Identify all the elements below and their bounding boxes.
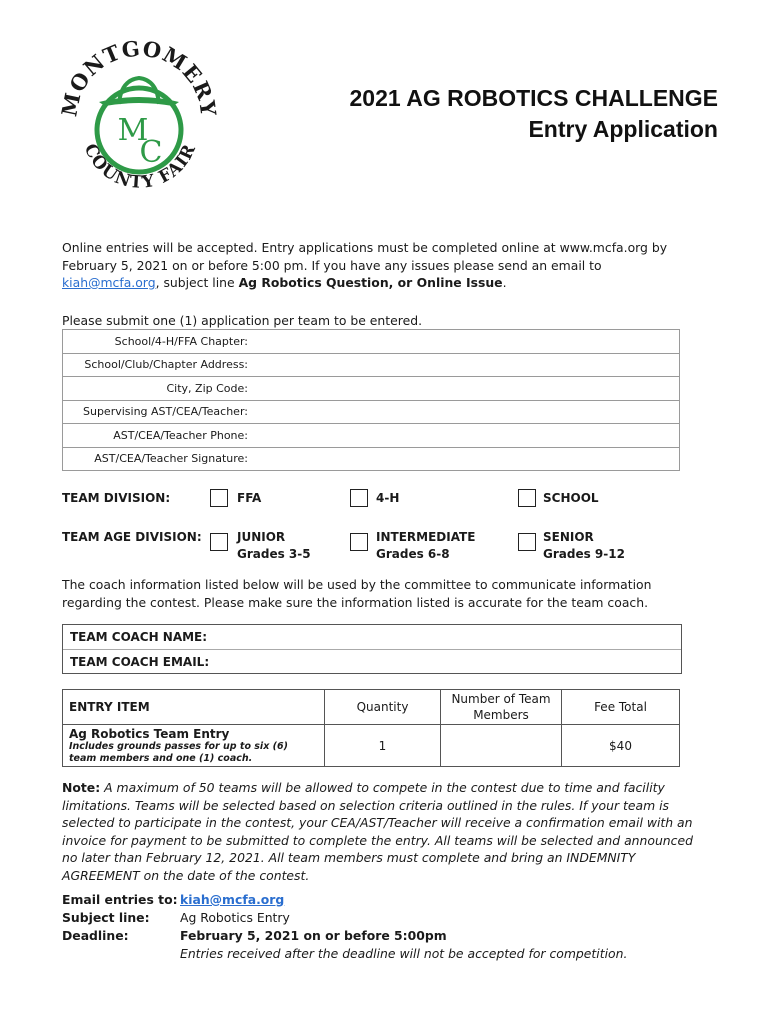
info-row-signature: AST/CEA/Teacher Signature:	[63, 447, 680, 471]
chapter-field[interactable]	[252, 330, 680, 354]
members-cell[interactable]	[441, 725, 562, 767]
school-label: SCHOOL	[543, 491, 599, 505]
info-row-address: School/Club/Chapter Address:	[63, 353, 680, 377]
subject-label: Subject line:	[62, 910, 150, 925]
4h-checkbox[interactable]	[350, 489, 368, 507]
info-table	[62, 329, 680, 471]
info-row-teacher: Supervising AST/CEA/Teacher:	[63, 400, 680, 424]
fair-logo	[55, 30, 220, 205]
coach-name-field[interactable]: TEAM COACH NAME:	[70, 630, 208, 644]
fee-total-cell: $40	[562, 725, 680, 767]
title-line-2: Entry Application	[528, 116, 718, 142]
city-zip-field[interactable]	[252, 377, 680, 401]
header-fee-total: Fee Total	[562, 690, 680, 725]
intro-paragraph: Online entries will be accepted. Entry applications must be completed online at www.mcfa.org by February 5, 2021 on or before 5:00 pm. If you have any issues please send an email to kiah@mcfa.org, subject line Ag Robotics Question, or Online Issue.	[62, 240, 668, 290]
email-label: Email entries to:	[62, 892, 178, 907]
coach-table	[62, 624, 682, 674]
quantity-cell: 1	[325, 725, 441, 767]
ffa-label: FFA	[237, 491, 262, 505]
4h-label: 4-H	[376, 491, 400, 505]
logo-monogram: M	[117, 113, 149, 148]
submit-note: Please submit one (1) application per team to be entered.	[62, 313, 423, 328]
entry-table	[62, 689, 680, 767]
intermediate-checkbox[interactable]	[350, 533, 368, 551]
note-paragraph: Note: A maximum of 50 teams will be allowed to compete in the contest due to time and facility limitations. Teams will be selected based on selection criteria outlined in the rules. If your team is selected to participate in the contest, your CEA/AST/Teacher will receive a confirmation email with an invoice for payment to be submitted to complete the entry. All teams will be selected and announced no later than February 12, 2021. All team members must complete and bring an INDEMNITY AGREEMENT on the date of the contest.	[62, 780, 693, 883]
team-division-label: TEAM DIVISION:	[62, 491, 171, 505]
svg-text:C: C	[139, 135, 163, 170]
team-age-division-label: TEAM AGE DIVISION:	[62, 530, 202, 544]
info-row-city: City, Zip Code:	[63, 377, 680, 401]
junior-label: JUNIOR Grades 3-5	[237, 530, 311, 561]
phone-field[interactable]	[252, 424, 680, 448]
senior-label: SENIOR Grades 9-12	[543, 530, 625, 561]
junior-checkbox[interactable]	[210, 533, 228, 551]
coach-email-field[interactable]: TEAM COACH EMAIL:	[63, 649, 681, 673]
coach-info-text: The coach information listed below will be used by the committee to communicate information regarding the contest. Please make sure the information listed is accurate for the team coach.	[62, 577, 652, 610]
info-row-chapter: School/4-H/FFA Chapter:	[63, 330, 680, 354]
deadline-label: Deadline:	[62, 928, 129, 943]
address-field[interactable]	[252, 353, 680, 377]
entry-item-cell: Ag Robotics Team Entry Includes grounds passes for up to six (6) team members and one (1) coach.	[63, 725, 325, 767]
senior-checkbox[interactable]	[518, 533, 536, 551]
page-title	[350, 83, 718, 145]
deadline-note: Entries received after the deadline will not be accepted for competition.	[180, 946, 628, 961]
header-members: Number of Team Members	[441, 690, 562, 725]
school-checkbox[interactable]	[518, 489, 536, 507]
signature-field[interactable]	[252, 447, 680, 471]
footer-email-link[interactable]: kiah@mcfa.org	[180, 892, 285, 907]
intro-email-link[interactable]: kiah@mcfa.org	[62, 275, 156, 290]
header-entry-item: ENTRY ITEM	[63, 690, 325, 725]
ffa-checkbox[interactable]	[210, 489, 228, 507]
logo-top-text: MONTGOMERY	[56, 35, 220, 119]
teacher-field[interactable]	[252, 400, 680, 424]
deadline-value: February 5, 2021 on or before 5:00pm	[180, 928, 447, 943]
info-row-phone: AST/CEA/Teacher Phone:	[63, 424, 680, 448]
logo-bottom-text: COUNTY FAIR	[79, 140, 201, 193]
intermediate-label: INTERMEDIATE Grades 6-8	[376, 530, 476, 561]
title-line-1: 2021 AG ROBOTICS CHALLENGE	[349, 85, 718, 111]
header-quantity: Quantity	[325, 690, 441, 725]
subject-value: Ag Robotics Entry	[180, 910, 290, 925]
